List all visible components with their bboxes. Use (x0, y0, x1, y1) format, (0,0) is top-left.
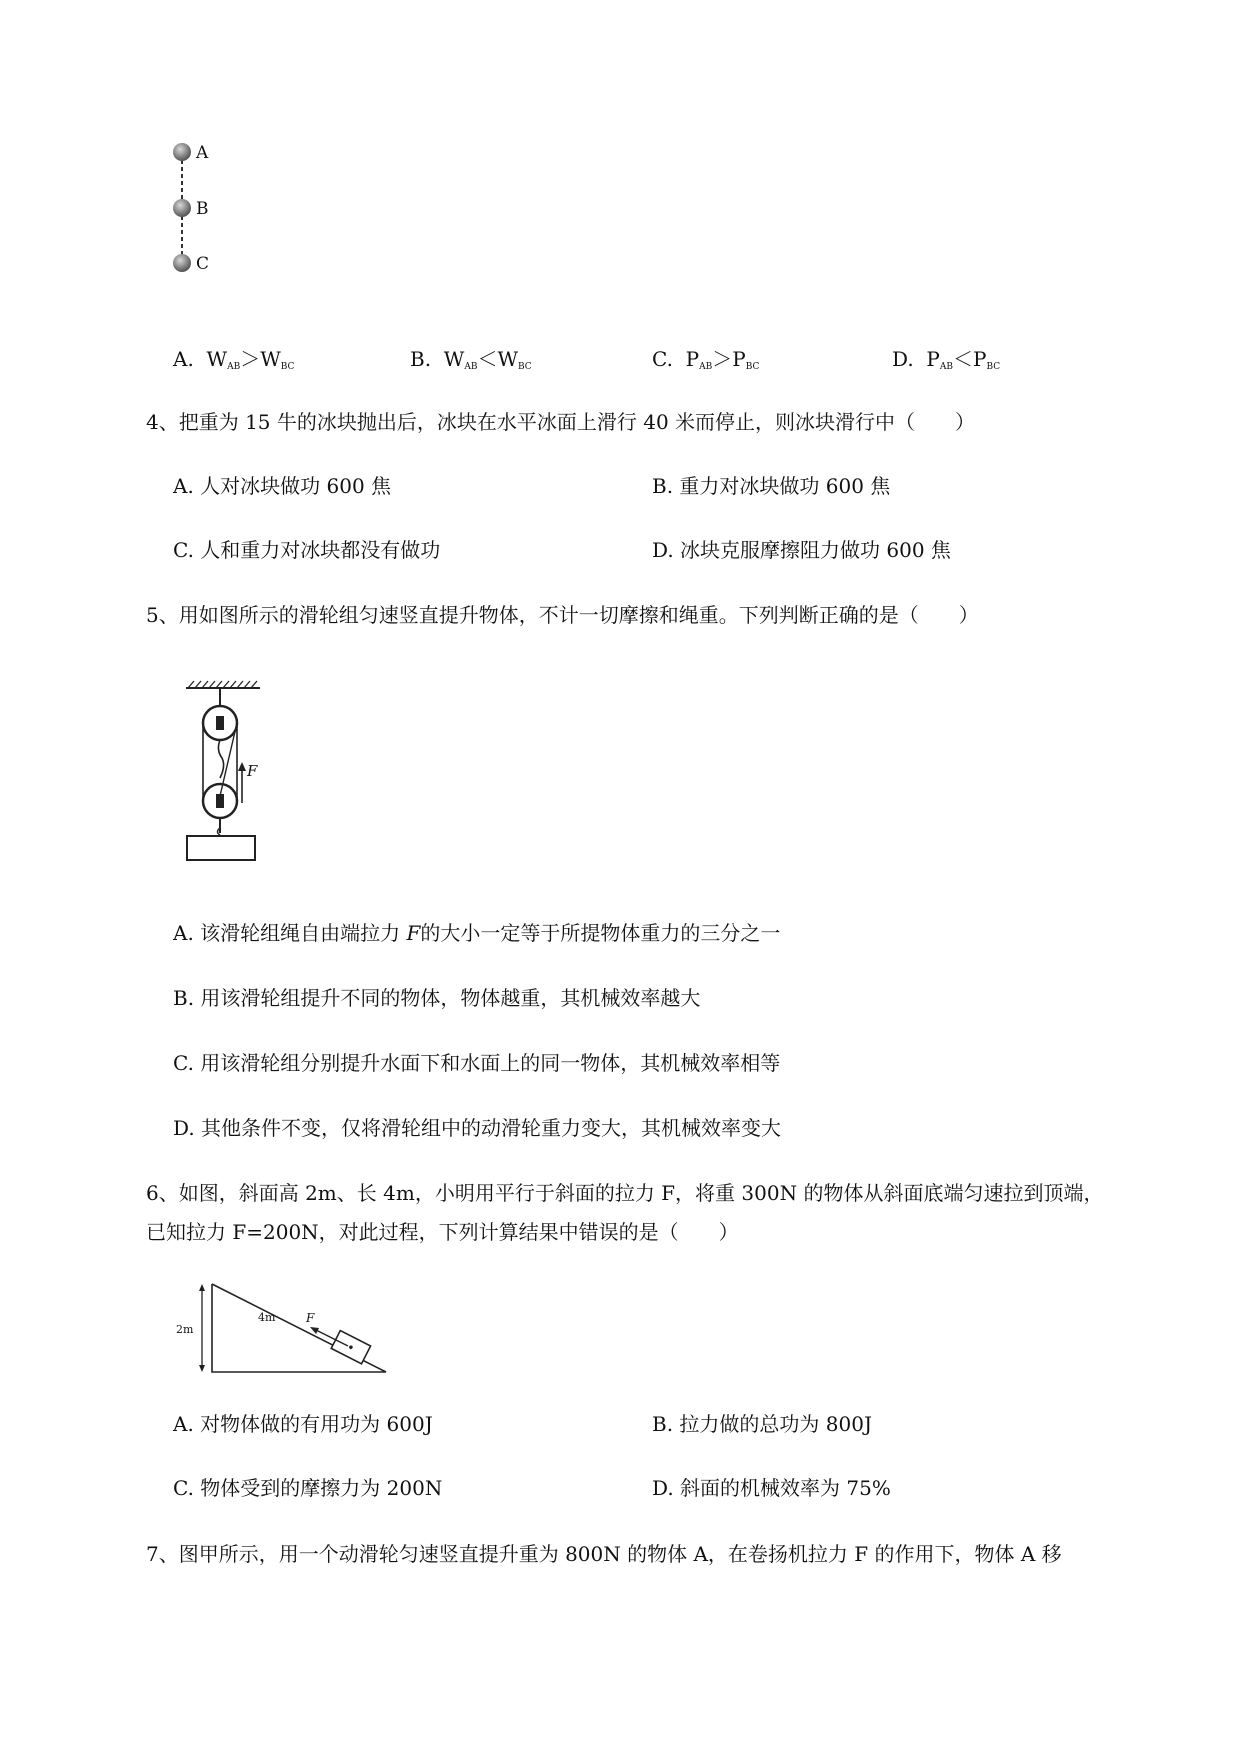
question-7-stem: 7、图甲所示，用一个动滑轮匀速竖直提升重为 800N 的物体 A，在卷扬机拉力 F 的作用下，物体 A 移 (146, 1542, 1062, 1566)
q4-option-c[interactable]: C. 人和重力对冰块都没有做功 (173, 538, 441, 562)
q4-option-d[interactable]: D. 冰块克服摩擦阻力做功 600 焦 (652, 538, 951, 562)
falling-ball-figure (170, 140, 250, 280)
force-label: F (247, 762, 258, 780)
ball-b (173, 199, 191, 217)
force-label: F (306, 1311, 315, 1325)
ball-a (173, 143, 191, 161)
length-label: 4m (258, 1311, 276, 1324)
q5-option-c[interactable]: C. 用该滑轮组分别提升水面下和水面上的同一物体，其机械效率相等 (173, 1051, 781, 1075)
load-block (187, 836, 255, 860)
question-4-stem: 4、把重为 15 牛的冰块抛出后，冰块在水平冰面上滑行 40 米而停止，则冰块滑行中（ ） (146, 410, 976, 434)
height-label: 2m (176, 1323, 194, 1336)
ball-label-c: C (196, 254, 210, 274)
question-5-stem: 5、用如图所示的滑轮组匀速竖直提升物体，不计一切摩擦和绳重。下列判断正确的是（ ） (146, 603, 979, 627)
inclined-plane-figure (170, 1278, 400, 1378)
pulley-system-figure (180, 678, 270, 868)
q3-option-d[interactable]: D. $P_{AB}<P_{BC}$ (892, 347, 1001, 372)
option-letter: A. (173, 347, 194, 371)
q6-option-b[interactable]: B. 拉力做的总功为 800J (652, 1412, 872, 1436)
ball-label-b: B (196, 199, 209, 219)
ball-label-a: A (196, 143, 209, 163)
ball-c (173, 254, 191, 272)
q5-option-a[interactable]: A. 该滑轮组绳自由端拉力 F的大小一定等于所提物体重力的三分之一 (173, 921, 781, 945)
q6-option-a[interactable]: A. 对物体做的有用功为 600J (173, 1412, 433, 1436)
sliding-block (331, 1331, 370, 1364)
q3-option-c[interactable]: C. $P_{AB}>P_{BC}$ (652, 347, 760, 372)
ceiling-hatch (188, 681, 257, 688)
question-6-stem-line-1: 6、如图，斜面高 2m、长 4m，小明用平行于斜面的拉力 F，将重 300N 的物体从斜面底端匀速拉到顶端， (146, 1181, 1104, 1205)
q3-option-b[interactable]: B. $W_{AB}<W_{BC}$ (410, 347, 532, 372)
q5-option-b[interactable]: B. 用该滑轮组提升不同的物体，物体越重，其机械效率越大 (173, 986, 701, 1010)
option-letter: D. (892, 347, 914, 371)
q6-option-d[interactable]: D. 斜面的机械效率为 75% (652, 1476, 891, 1500)
q4-option-a[interactable]: A. 人对冰块做功 600 焦 (173, 474, 392, 498)
question-6-stem-line-2: 已知拉力 F=200N，对此过程，下列计算结果中错误的是（ ） (146, 1220, 739, 1244)
q3-option-a[interactable]: A. $W_{AB}>W_{BC}$ (173, 347, 295, 372)
q4-option-b[interactable]: B. 重力对冰块做功 600 焦 (652, 474, 891, 498)
q6-option-c[interactable]: C. 物体受到的摩擦力为 200N (173, 1476, 443, 1500)
option-letter: C. (652, 347, 673, 371)
option-letter: B. (410, 347, 432, 371)
q5-option-d[interactable]: D. 其他条件不变，仅将滑轮组中的动滑轮重力变大，其机械效率变大 (173, 1116, 782, 1140)
